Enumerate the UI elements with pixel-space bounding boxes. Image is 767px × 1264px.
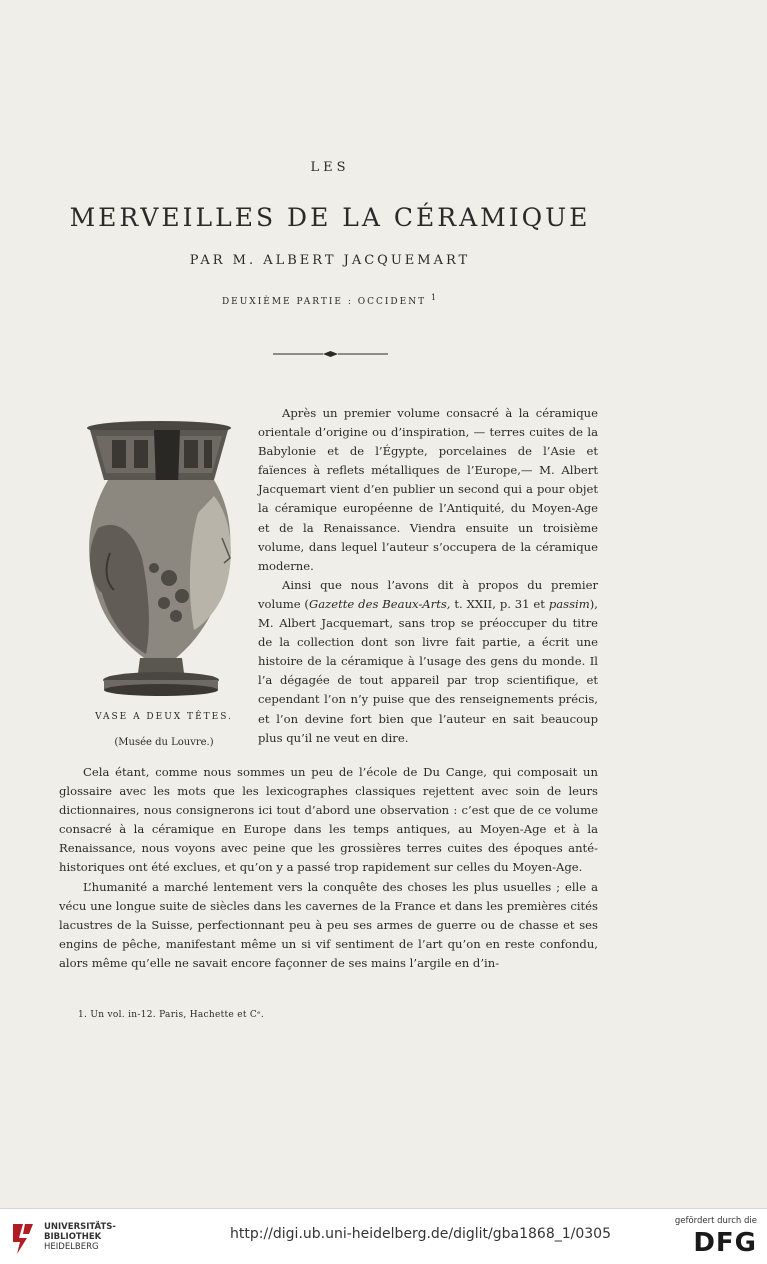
vase-illustration (84, 418, 238, 702)
body-text-wrapped (258, 404, 598, 748)
paragraph-2-c: ), M. Albert Jacquemart, sans trop se préoccuper du titre de la collection dont son livre fait partie, a écrit une histoire de la céramique à l’usage des gens du monde. Il l’a dégagée de tout appareil par trop scientifique, et cependant l’on n’y puise que des renseignements précis, et l’on devine fort bien que l’auteur en sait beaucoup plus qu’il ne veut en dire. (258, 596, 598, 745)
library-name-line-2: BIBLIOTHEK (44, 1232, 102, 1242)
figure-source: (Musée du Louvre.) (114, 737, 214, 748)
paragraph-1: Après un premier volume consacré à la céramique orientale d’origine ou d’inspiration, — terres cuites de la Babylonie et de l’Égypte, porcelaines de l’Asie et faïences à reflets métalliques de l’Europe,— M. Albert Jacquemart vient d’en publier un second qui a pour objet la céramique européenne de l’Antiquité, du Moyen-Age et de la Renaissance. Viendra ensuite un troisième volume, dans lequel l’auteur s’occupera de la céramique moderne. (258, 406, 598, 573)
footnote: 1. Un vol. in-12. Paris, Hachette et Cᵉ. (78, 1010, 265, 1020)
paragraph-2 (258, 576, 598, 748)
heading-les: LES (310, 160, 350, 175)
body-text-full (59, 763, 598, 973)
permalink-url[interactable]: http://digi.ub.uni-heidelberg.de/diglit/gba1868_1/0305 (230, 1226, 612, 1242)
paragraph-3: Cela étant, comme nous sommes un peu de l’école de Du Cange, qui composait un glossaire avec les mots que les lexicographes classiques rejettent avec soin de leurs dictionnaires, nous consignerons ici tout d’abord une observation : c’est que de ce volume consacré à la céramique en Europe dans les temps antiques, au Moyen-Age et à la Renaissance, nous voyons avec peine que les grossières terres cuites des époques anté-historiques ont été exclues, et qu’on y a passé trop rapidement sur celles du Moyen-Age. (59, 765, 598, 875)
article-title: MERVEILLES DE LA CÉRAMIQUE (69, 203, 591, 232)
ornament-divider (273, 350, 388, 358)
passim-term: passim (548, 596, 590, 611)
paragraph-2-b: t. XXII, p. 31 et (450, 596, 549, 611)
dfg-logo: DFG (693, 1228, 757, 1258)
library-name (44, 1222, 116, 1252)
article-author: PAR M. ALBERT JACQUEMART (189, 253, 471, 268)
footnote-ref: 1 (430, 293, 439, 302)
journal-reference: Gazette des Beaux-Arts, (308, 596, 451, 611)
article-part-label: DEUXIÈME PARTIE : OCCIDENT (221, 297, 427, 307)
article-part (0, 293, 660, 307)
viewer-footer (0, 1208, 767, 1264)
library-name-line-1: UNIVERSITÄTS- (44, 1222, 116, 1232)
paragraph-2-a: Ainsi que nous l’avons dit à propos du premier volume ( (258, 577, 598, 611)
university-library-logo-icon (9, 1220, 37, 1256)
figure-caption: VASE A DEUX TÊTES. (95, 712, 233, 722)
funded-by-label: gefördert durch die (674, 1216, 757, 1226)
library-name-line-3: HEIDELBERG (44, 1242, 99, 1252)
paragraph-4: L’humanité a marché lentement vers la conquête des choses les plus usuelles ; elle a vécu une longue suite de siècles dans les cavernes de la France et dans les premières cités lacustres de la Suisse, perfectionnant peu à peu ses armes de guerre ou de chasse et ses engins de pêche, manifestant même un si vif sentiment de l’art qu’on en reste confondu, alors même qu’elle ne savait encore façonner de ses mains l’argile en d’in- (59, 879, 598, 970)
